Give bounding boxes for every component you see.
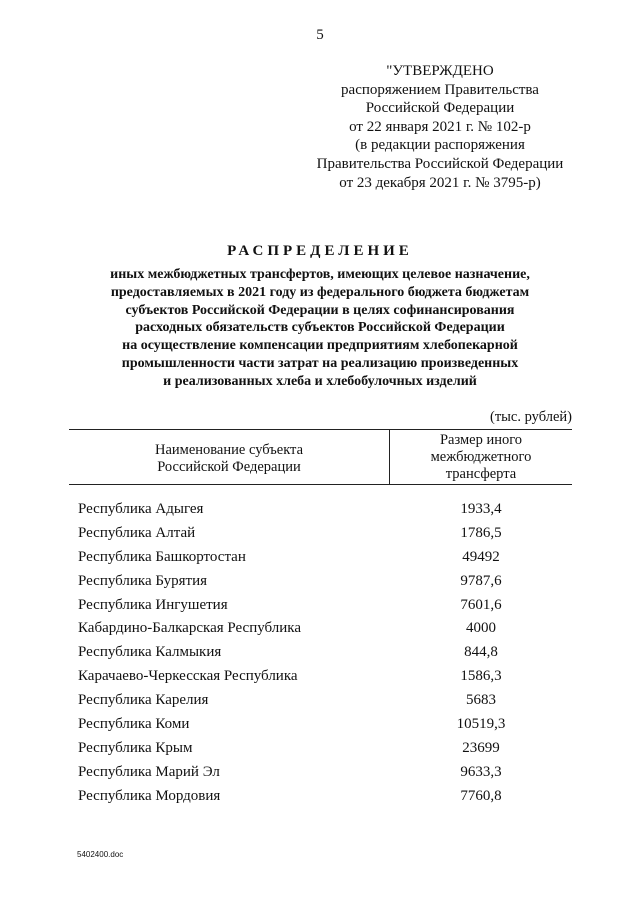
transfer-amount: 7601,6 (460, 596, 502, 613)
table-row (78, 643, 572, 667)
table-row (78, 500, 572, 524)
transfer-amount: 23699 (462, 739, 500, 756)
region-name: Республика Алтай (78, 524, 196, 541)
table-row (78, 619, 572, 643)
transfer-amount: 9633,3 (460, 763, 502, 780)
table-row (78, 739, 572, 763)
approval-line: распоряжением Правительства (341, 81, 539, 98)
column-header-line: Размер иного (439, 432, 523, 448)
transfer-amount: 1933,4 (460, 501, 502, 517)
approval-line: от 22 января 2021 г. № 102-р (349, 118, 531, 135)
subtitle-line: субъектов Российской Федерации в целях софинансирования (125, 302, 515, 318)
transfer-amount: 7760,8 (460, 787, 502, 804)
approval-line: (в редакции распоряжения (355, 137, 525, 154)
subtitle-line: предоставляемых в 2021 году из федерального бюджета бюджетам (110, 284, 530, 300)
transfer-amount: 9787,6 (460, 572, 502, 589)
transfer-amount: 49492 (462, 548, 500, 565)
region-name: Республика Коми (78, 716, 190, 733)
transfer-amount: 1586,3 (460, 668, 502, 685)
subtitle-line: промышленности части затрат на реализацию произведенных (121, 355, 519, 371)
table-body (78, 500, 572, 811)
column-header-line: межбюджетного (430, 449, 532, 465)
region-name: Кабардино-Балкарская Республика (78, 620, 302, 637)
document-subtitle (40, 266, 600, 391)
approval-line: Правительства Российской Федерации (316, 155, 564, 172)
region-name: Республика Крым (78, 739, 193, 756)
table-row (78, 572, 572, 596)
table-header (69, 429, 572, 485)
subtitle-line: расходных обязательств субъектов Российской Федерации (135, 320, 505, 336)
units-label: (тыс. рублей) (490, 409, 572, 425)
table-row (78, 787, 572, 811)
column-header-value (390, 432, 572, 483)
region-name: Республика Башкортостан (78, 548, 246, 565)
subtitle-line: на осуществление компенсации предприятиям хлебопекарной (122, 338, 518, 354)
transfer-amount: 1786,5 (460, 524, 502, 541)
document-heading: РАСПРЕДЕЛЕНИЕ (227, 243, 413, 259)
region-name: Республика Карелия (78, 692, 209, 709)
table-row (78, 596, 572, 620)
region-name: Республика Бурятия (78, 572, 208, 589)
table-row (78, 763, 572, 787)
column-header-line: трансферта (445, 466, 517, 482)
approval-line: "УТВЕРЖДЕНО (386, 63, 494, 79)
region-name: Республика Марий Эл (78, 763, 220, 780)
region-name: Республика Адыгея (78, 501, 204, 517)
subtitle-line: и реализованных хлеба и хлебобулочных изделий (163, 373, 477, 389)
column-header-name (69, 442, 389, 476)
approval-line: Российской Федерации (365, 100, 515, 117)
table-row (78, 524, 572, 548)
transfer-amount: 5683 (466, 692, 496, 709)
region-name: Карачаево-Черкесская Республика (78, 668, 298, 685)
approval-line: от 23 декабря 2021 г. № 3795-р) (339, 174, 541, 191)
region-name: Республика Ингушетия (78, 596, 228, 613)
table-row (78, 548, 572, 572)
column-header-line: Российской Федерации (157, 459, 301, 475)
table-row (78, 691, 572, 715)
table-row (78, 715, 572, 739)
table-row (78, 667, 572, 691)
approval-block (300, 62, 580, 192)
transfer-amount: 4000 (466, 620, 496, 637)
region-name: Республика Мордовия (78, 787, 221, 804)
region-name: Республика Калмыкия (78, 644, 222, 661)
column-header-line: Наименование субъекта (154, 442, 304, 458)
document-file-code: 5402400.doc (77, 850, 124, 859)
transfer-amount: 10519,3 (456, 716, 506, 733)
subtitle-line: иных межбюджетных трансфертов, имеющих целевое назначение, (110, 267, 530, 282)
transfer-amount: 844,8 (464, 644, 498, 661)
page-number: 5 (316, 27, 324, 43)
